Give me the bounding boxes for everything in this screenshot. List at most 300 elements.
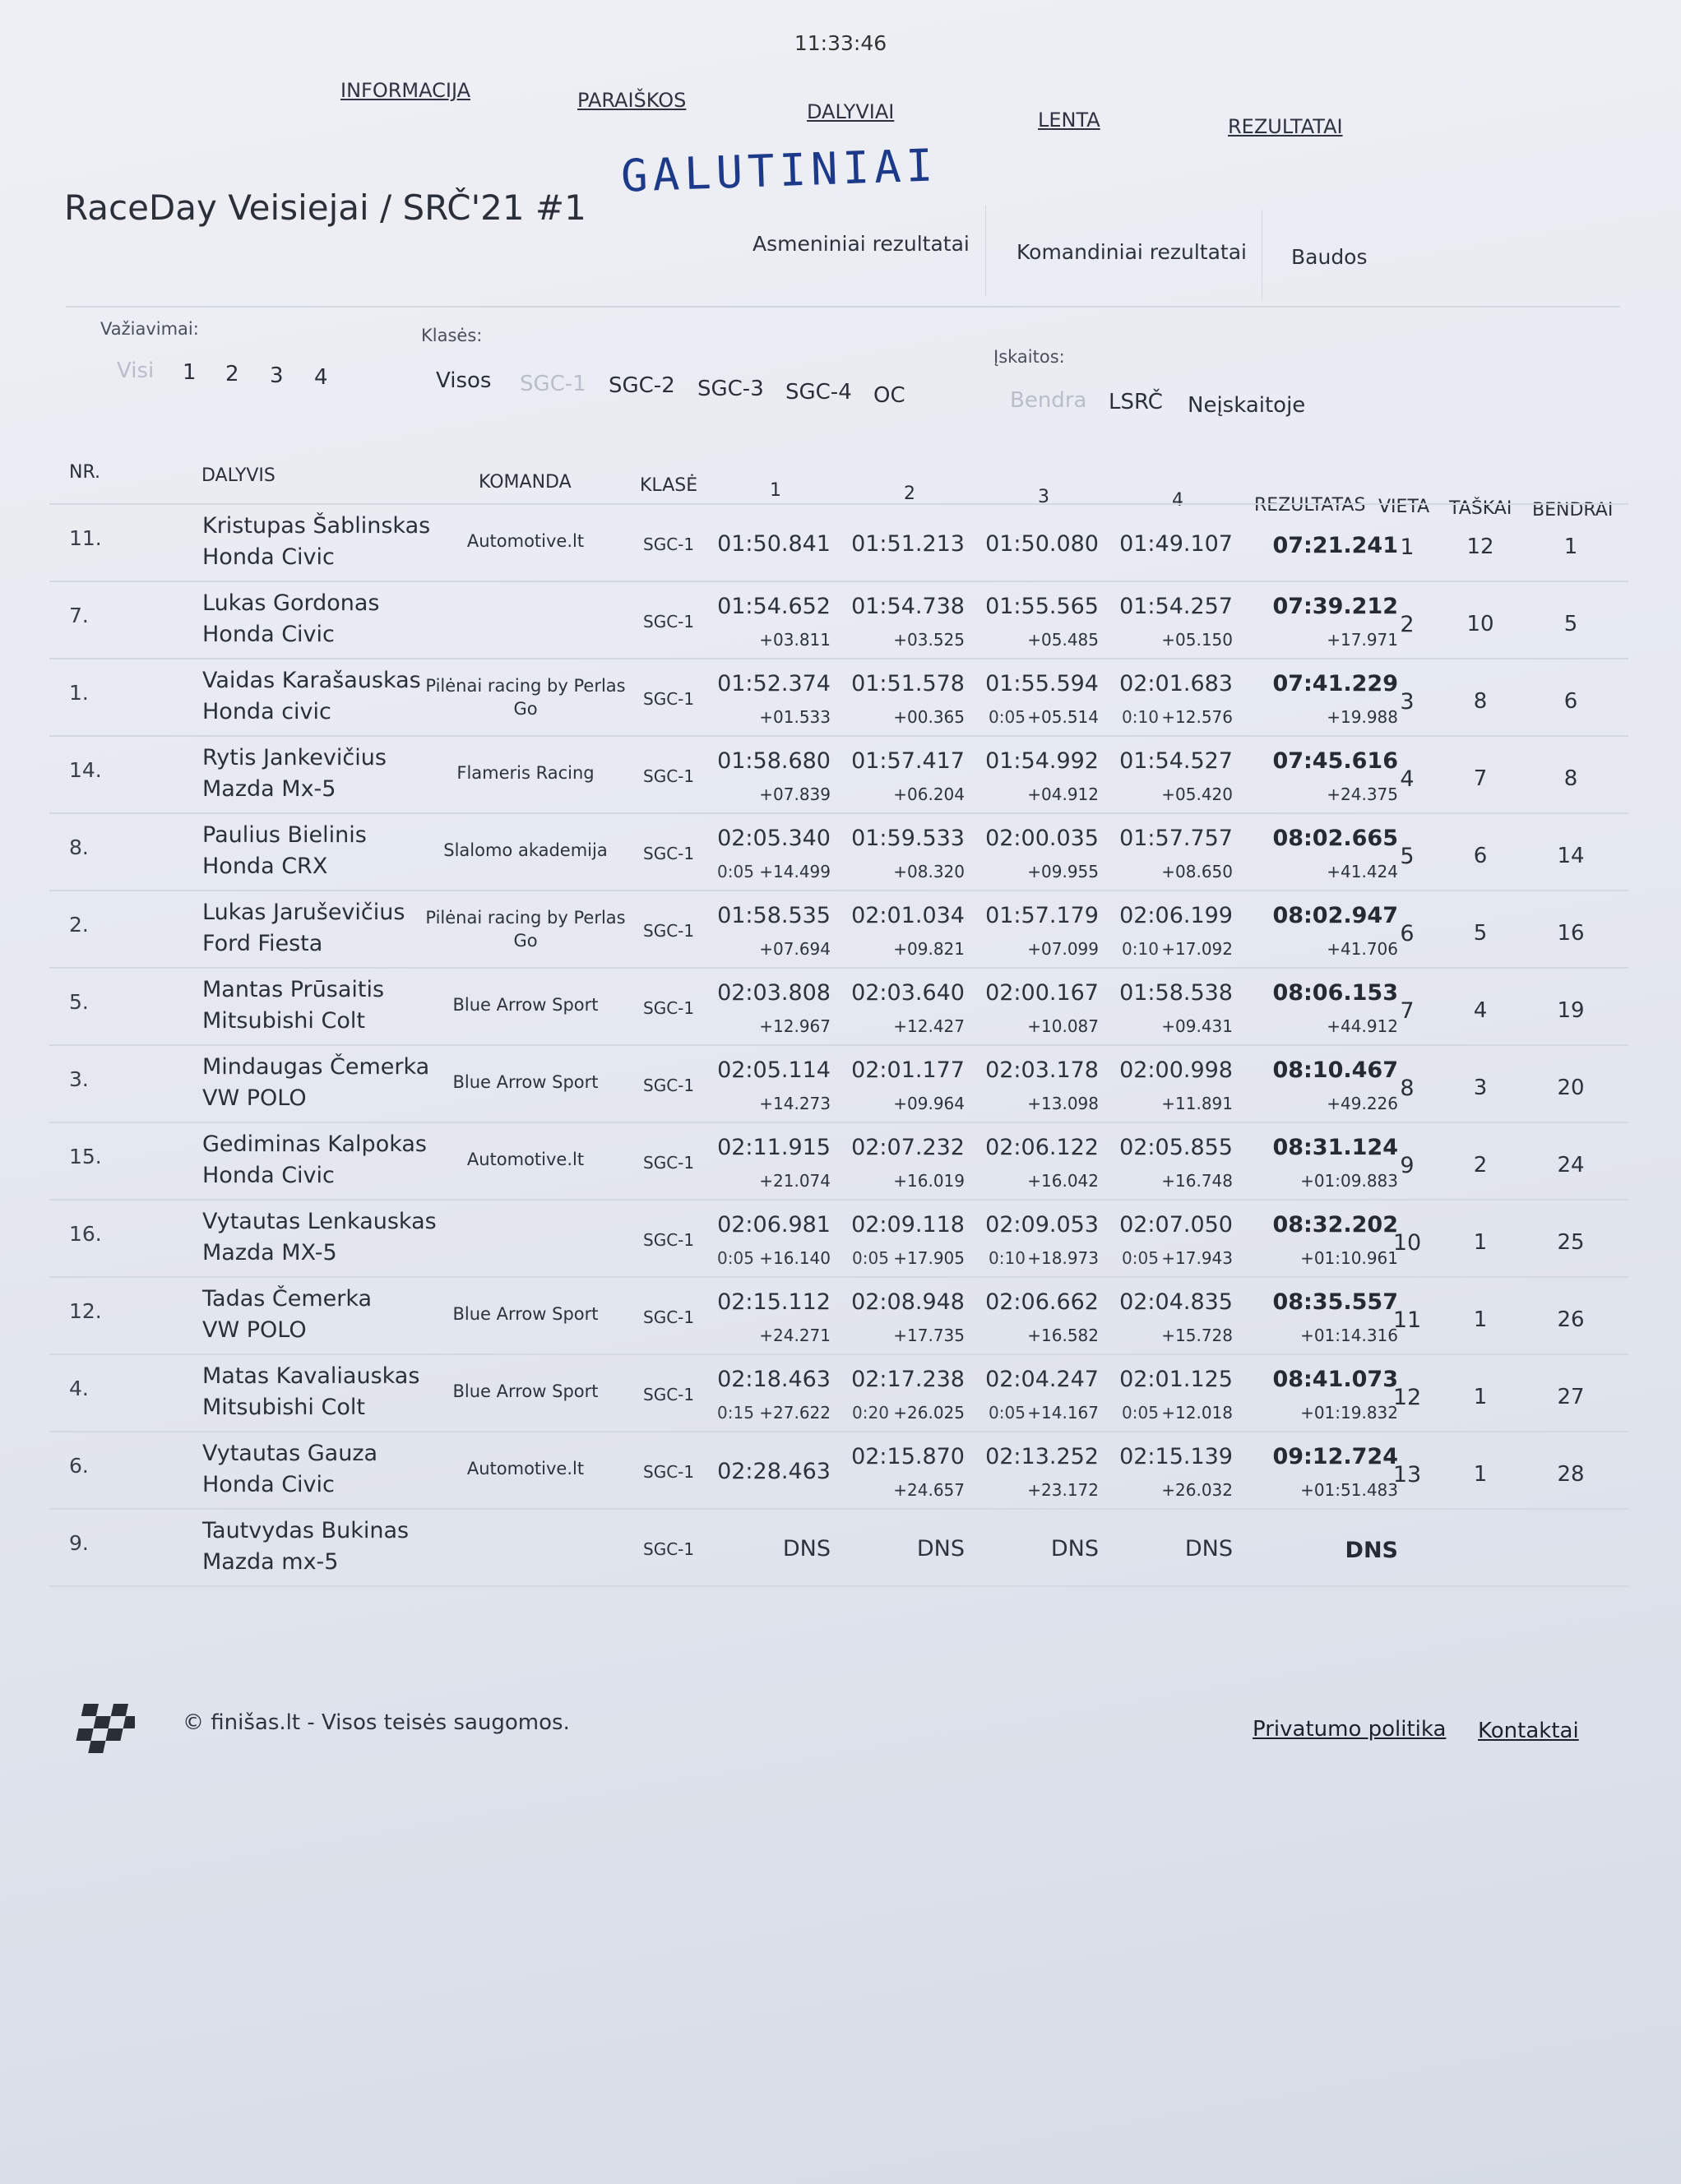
- row-number: 14.: [69, 758, 102, 782]
- run-4-diff: +12.576: [1161, 707, 1233, 727]
- run-filter-2[interactable]: 2: [225, 362, 239, 386]
- run-1-time: 01:52.374: [717, 671, 831, 696]
- total-standing: 24: [1557, 1153, 1585, 1178]
- run-4-time: 01:54.257: [1119, 594, 1233, 619]
- points: 5: [1473, 921, 1488, 946]
- table-row: [49, 1199, 1628, 1278]
- points: 12: [1466, 534, 1494, 559]
- run-3-time: 02:06.662: [985, 1289, 1099, 1315]
- participant-name: Mindaugas Čemerka: [202, 1054, 430, 1080]
- result-time: DNS: [1345, 1538, 1398, 1563]
- row-number: 15.: [69, 1145, 102, 1168]
- col-participant: DALYVIS: [201, 465, 276, 486]
- run-1-time: 02:28.463: [717, 1459, 831, 1484]
- run-2-time: 01:54.738: [851, 594, 965, 619]
- run-4-diff: +26.032: [1161, 1480, 1233, 1500]
- tab-team-results[interactable]: Komandiniai rezultatai: [1016, 240, 1247, 264]
- class-filter-sgc3[interactable]: SGC-3: [697, 377, 764, 401]
- run-1-time: 02:11.915: [717, 1135, 831, 1160]
- result-diff: +01:09.883: [1300, 1171, 1398, 1191]
- team-name: Pilėnai racing by Perlas Go: [425, 908, 626, 951]
- run-1-time: 01:54.652: [717, 594, 831, 619]
- participant-name: Tadas Čemerka: [202, 1286, 373, 1312]
- run-2-diff: +09.964: [893, 1094, 965, 1113]
- run-2-time: 01:59.533: [851, 826, 965, 851]
- table-row: [49, 503, 1628, 582]
- col-run-2: 2: [904, 484, 915, 504]
- points: 1: [1473, 1230, 1488, 1255]
- row-number: 1.: [69, 681, 89, 705]
- class-label: SGC-1: [643, 766, 695, 786]
- run-1-diff: +01.533: [759, 707, 831, 727]
- result-time: 07:41.229: [1272, 671, 1398, 696]
- nav-dalyviai[interactable]: DALYVIAI: [807, 100, 895, 123]
- run-3-time: 01:50.080: [985, 531, 1099, 557]
- run-3-time: 02:09.053: [985, 1212, 1099, 1238]
- run-4-time: 02:05.855: [1119, 1135, 1233, 1160]
- run-4-time: 02:01.125: [1119, 1367, 1233, 1392]
- participant-car: Mazda MX-5: [202, 1240, 337, 1266]
- result-time: 08:41.073: [1272, 1367, 1398, 1392]
- runs-filter-label: Važiavimai:: [100, 319, 199, 339]
- result-diff: +41.424: [1327, 862, 1398, 881]
- participant-name: Tautvydas Bukinas: [202, 1518, 410, 1543]
- table-row: [49, 1353, 1628, 1432]
- run-3-time: 02:03.178: [985, 1057, 1099, 1083]
- run-3-time: DNS: [1050, 1536, 1099, 1562]
- table-row: [49, 1431, 1628, 1510]
- participant-name: Lukas Jaruševičius: [202, 900, 405, 925]
- col-run-4: 4: [1172, 490, 1183, 511]
- run-1-penalty: 0:05: [717, 862, 754, 881]
- run-4-time: 02:00.998: [1119, 1057, 1233, 1083]
- team-name: Automotive.lt: [466, 1459, 585, 1478]
- run-2-time: 01:51.213: [851, 531, 965, 557]
- run-4-time: DNS: [1184, 1536, 1233, 1562]
- event-title: RaceDay Veisiejai / SRČ'21 #1: [64, 187, 586, 228]
- run-2-time: 02:09.118: [851, 1212, 965, 1238]
- class-label: SGC-1: [643, 1230, 695, 1250]
- points: 2: [1473, 1153, 1488, 1178]
- run-1-diff: +27.622: [759, 1403, 831, 1423]
- run-3-diff: +16.042: [1027, 1171, 1099, 1191]
- run-3-time: 02:00.035: [985, 826, 1099, 851]
- participant-car: Honda civic: [202, 699, 331, 724]
- total-standing: 19: [1557, 998, 1585, 1023]
- class-label: SGC-1: [643, 1307, 695, 1327]
- run-4-diff: +15.728: [1161, 1326, 1233, 1345]
- run-3-diff: +09.955: [1027, 862, 1099, 881]
- class-filter-sgc4[interactable]: SGC-4: [785, 380, 852, 405]
- points: 1: [1473, 1307, 1488, 1332]
- run-2-time: 01:57.417: [851, 748, 965, 774]
- col-team: KOMANDA: [479, 472, 572, 493]
- team-name: Automotive.lt: [466, 531, 585, 551]
- place: 1: [1400, 534, 1415, 560]
- result-diff: +49.226: [1327, 1094, 1398, 1113]
- run-1-diff: +07.839: [759, 784, 831, 804]
- run-1-time: 01:50.841: [717, 531, 831, 557]
- class-filter-oc[interactable]: OC: [873, 383, 905, 408]
- participant-name: Vytautas Lenkauskas: [202, 1209, 437, 1234]
- class-filter-sgc2[interactable]: SGC-2: [609, 373, 675, 398]
- row-number: 9.: [69, 1531, 89, 1555]
- table-row: [49, 1276, 1628, 1355]
- points: 1: [1473, 1385, 1488, 1409]
- copyright-text: © finišas.lt - Visos teisės saugomos.: [183, 1710, 570, 1735]
- run-3-time: 02:13.252: [985, 1444, 1099, 1469]
- run-4-time: 02:15.139: [1119, 1444, 1233, 1469]
- result-time: 07:39.212: [1272, 594, 1398, 619]
- total-standing: 1: [1563, 534, 1578, 559]
- place: 6: [1400, 921, 1415, 946]
- participant-name: Kristupas Šablinskas: [202, 513, 431, 539]
- table-row: [49, 1122, 1628, 1201]
- run-4-time: 02:01.683: [1119, 671, 1233, 696]
- participant-car: Honda Civic: [202, 544, 335, 570]
- class-label: SGC-1: [643, 1076, 695, 1095]
- class-filter-all[interactable]: Visos: [436, 368, 492, 393]
- team-name: Pilėnai racing by Perlas Go: [425, 676, 626, 719]
- place: 3: [1400, 689, 1415, 715]
- place: 13: [1392, 1462, 1422, 1488]
- participant-name: Mantas Prūsaitis: [202, 977, 385, 1002]
- participant-car: Mitsubishi Colt: [202, 1008, 365, 1034]
- run-2-time: 02:08.948: [851, 1289, 965, 1315]
- run-3-time: 01:55.594: [985, 671, 1099, 696]
- run-4-penalty: 0:05: [1122, 1248, 1159, 1268]
- class-label: SGC-1: [643, 612, 695, 632]
- run-2-diff: +00.365: [893, 707, 965, 727]
- run-1-diff: +21.074: [759, 1171, 831, 1191]
- count-filter-general[interactable]: Bendra: [1010, 388, 1087, 413]
- place: 12: [1392, 1385, 1422, 1410]
- counts-filter-label: Įskaitos:: [993, 347, 1065, 367]
- result-time: 08:35.557: [1272, 1289, 1398, 1315]
- run-4-penalty: 0:10: [1122, 707, 1159, 727]
- participant-car: Honda Civic: [202, 1163, 335, 1188]
- run-4-time: 01:57.757: [1119, 826, 1233, 851]
- run-3-diff: +14.167: [1027, 1403, 1099, 1423]
- points: 10: [1466, 612, 1494, 636]
- run-2-diff: +16.019: [893, 1171, 965, 1191]
- result-time: 07:45.616: [1272, 748, 1398, 774]
- nav-rezultatai[interactable]: REZULTATAI: [1228, 115, 1343, 138]
- run-1-diff: +07.694: [759, 939, 831, 959]
- run-4-time: 01:54.527: [1119, 748, 1233, 774]
- run-2-diff: +24.657: [893, 1480, 965, 1500]
- run-2-time: 02:01.034: [851, 903, 965, 928]
- participant-car: VW POLO: [202, 1085, 307, 1111]
- run-4-diff: +05.420: [1161, 784, 1233, 804]
- place: 7: [1400, 998, 1415, 1024]
- run-1-diff: +12.967: [759, 1016, 831, 1036]
- run-3-diff: +05.514: [1027, 707, 1099, 727]
- class-label: SGC-1: [643, 1462, 695, 1482]
- class-label: SGC-1: [643, 1539, 695, 1559]
- team-name: Blue Arrow Sport: [452, 1381, 599, 1401]
- place: 9: [1400, 1153, 1415, 1178]
- participant-car: Mazda Mx-5: [202, 776, 336, 802]
- table-row: [49, 658, 1628, 737]
- place: 2: [1400, 612, 1415, 637]
- contacts-link[interactable]: Kontaktai: [1478, 1719, 1579, 1743]
- participant-car: Honda CRX: [202, 854, 328, 879]
- tab-divider: [985, 206, 986, 296]
- participant-car: Mazda mx-5: [202, 1549, 339, 1575]
- run-4-time: 02:04.835: [1119, 1289, 1233, 1315]
- run-1-diff: +14.273: [759, 1094, 831, 1113]
- col-run-3: 3: [1038, 487, 1049, 507]
- row-number: 7.: [69, 604, 89, 627]
- team-name: Flameris Racing: [456, 763, 595, 783]
- run-4-diff: +05.150: [1161, 630, 1233, 650]
- nav-informacija[interactable]: INFORMACIJA: [340, 79, 471, 102]
- run-3-diff: +23.172: [1027, 1480, 1099, 1500]
- run-2-diff: +08.320: [893, 862, 965, 881]
- run-2-time: 02:15.870: [851, 1444, 965, 1469]
- team-name: Blue Arrow Sport: [452, 1304, 599, 1324]
- result-diff: +24.375: [1327, 784, 1398, 804]
- run-3-diff: +18.973: [1027, 1248, 1099, 1268]
- participant-name: Paulius Bielinis: [202, 822, 367, 848]
- run-4-time: 01:58.538: [1119, 980, 1233, 1006]
- run-4-diff: +12.018: [1161, 1403, 1233, 1423]
- class-label: SGC-1: [643, 998, 695, 1018]
- participant-name: Gediminas Kalpokas: [202, 1131, 427, 1157]
- total-standing: 5: [1563, 612, 1578, 636]
- table-row: [49, 735, 1628, 814]
- run-4-time: 02:06.199: [1119, 903, 1233, 928]
- run-3-diff: +13.098: [1027, 1094, 1099, 1113]
- nav-paraiskos[interactable]: PARAIŠKOS: [577, 89, 687, 112]
- team-name: Blue Arrow Sport: [452, 1072, 599, 1092]
- class-label: SGC-1: [643, 1153, 695, 1173]
- run-4-diff: +16.748: [1161, 1171, 1233, 1191]
- run-3-penalty: 0:05: [989, 707, 1026, 727]
- row-number: 5.: [69, 990, 89, 1014]
- run-2-diff: +12.427: [893, 1016, 965, 1036]
- run-filter-3[interactable]: 3: [270, 363, 284, 388]
- run-2-time: 02:03.640: [851, 980, 965, 1006]
- run-3-time: 01:54.992: [985, 748, 1099, 774]
- result-diff: +01:10.961: [1300, 1248, 1398, 1268]
- result-time: 08:06.153: [1272, 980, 1398, 1006]
- classes-filter-label: Klasės:: [421, 326, 483, 345]
- run-2-time: 02:17.238: [851, 1367, 965, 1392]
- run-3-diff: +10.087: [1027, 1016, 1099, 1036]
- run-2-diff: +03.525: [893, 630, 965, 650]
- table-row: [49, 967, 1628, 1046]
- class-label: SGC-1: [643, 844, 695, 863]
- run-1-time: DNS: [782, 1536, 831, 1562]
- run-2-diff: +17.735: [893, 1326, 965, 1345]
- run-3-diff: +05.485: [1027, 630, 1099, 650]
- handwritten-note: GALUTINIAI: [620, 139, 939, 202]
- col-class: KLASĖ: [640, 475, 698, 496]
- result-time: 08:10.467: [1272, 1057, 1398, 1083]
- row-number: 3.: [69, 1067, 89, 1091]
- points: 6: [1473, 844, 1488, 868]
- run-1-time: 02:15.112: [717, 1289, 831, 1315]
- run-1-time: 02:05.114: [717, 1057, 831, 1083]
- run-3-time: 02:04.247: [985, 1367, 1099, 1392]
- run-2-time: 02:01.177: [851, 1057, 965, 1083]
- participant-car: VW POLO: [202, 1317, 307, 1343]
- run-3-time: 02:06.122: [985, 1135, 1099, 1160]
- total-standing: 25: [1557, 1230, 1585, 1255]
- run-1-time: 02:05.340: [717, 826, 831, 851]
- run-3-diff: +04.912: [1027, 784, 1099, 804]
- result-diff: +01:51.483: [1300, 1480, 1398, 1500]
- run-3-time: 01:57.179: [985, 903, 1099, 928]
- run-1-penalty: 0:05: [717, 1248, 754, 1268]
- run-2-penalty: 0:05: [852, 1248, 889, 1268]
- col-result: REZULTATAS: [1254, 495, 1366, 516]
- total-standing: 27: [1557, 1385, 1585, 1409]
- privacy-policy-link[interactable]: Privatumo politika: [1253, 1717, 1447, 1742]
- result-diff: +01:19.832: [1300, 1403, 1398, 1423]
- points: 7: [1473, 766, 1488, 791]
- run-1-time: 02:06.981: [717, 1212, 831, 1238]
- run-4-penalty: 0:10: [1122, 939, 1159, 959]
- row-number: 16.: [69, 1222, 102, 1246]
- run-1-diff: +14.499: [759, 862, 831, 881]
- class-label: SGC-1: [643, 689, 695, 709]
- run-4-diff: +11.891: [1161, 1094, 1233, 1113]
- run-filter-1[interactable]: 1: [183, 360, 197, 385]
- run-3-time: 02:00.167: [985, 980, 1099, 1006]
- row-number: 6.: [69, 1454, 89, 1478]
- run-2-time: DNS: [916, 1536, 965, 1562]
- participant-name: Vytautas Gauza: [202, 1441, 378, 1466]
- run-2-penalty: 0:20: [852, 1403, 889, 1423]
- run-filter-4[interactable]: 4: [314, 365, 328, 390]
- participant-name: Matas Kavaliauskas: [202, 1363, 420, 1389]
- checkered-flag-icon: [76, 1704, 135, 1755]
- run-4-penalty: 0:05: [1122, 1403, 1159, 1423]
- run-4-diff: +17.092: [1161, 939, 1233, 959]
- place: 10: [1392, 1230, 1422, 1256]
- total-standing: 26: [1557, 1307, 1585, 1332]
- run-filter-all[interactable]: Visi: [117, 359, 155, 383]
- count-filter-unofficial[interactable]: Neįskaitoje: [1188, 393, 1306, 418]
- run-3-penalty: 0:10: [989, 1248, 1026, 1268]
- run-2-diff: +17.905: [893, 1248, 965, 1268]
- result-time: 07:21.241: [1272, 533, 1398, 558]
- team-name: Blue Arrow Sport: [452, 995, 599, 1015]
- run-1-time: 01:58.535: [717, 903, 831, 928]
- participant-car: Mitsubishi Colt: [202, 1395, 365, 1420]
- participant-car: Honda Civic: [202, 622, 335, 647]
- result-diff: +44.912: [1327, 1016, 1398, 1036]
- run-2-diff: +26.025: [893, 1403, 965, 1423]
- tab-penalties[interactable]: Baudos: [1291, 245, 1368, 269]
- tab-personal-results[interactable]: Asmeniniai rezultatai: [753, 232, 970, 256]
- total-standing: 8: [1563, 766, 1578, 791]
- tabs-underline: [66, 306, 1620, 308]
- row-number: 11.: [69, 526, 102, 550]
- row-number: 4.: [69, 1377, 89, 1400]
- run-4-time: 02:07.050: [1119, 1212, 1233, 1238]
- result-time: 08:32.202: [1272, 1212, 1398, 1238]
- table-row: [49, 1044, 1628, 1123]
- result-diff: +41.706: [1327, 939, 1398, 959]
- place: 11: [1392, 1307, 1422, 1333]
- run-4-diff: +17.943: [1161, 1248, 1233, 1268]
- points: 1: [1473, 1462, 1488, 1487]
- participant-name: Lukas Gordonas: [202, 590, 380, 616]
- col-points: TAŠKAI: [1449, 498, 1512, 519]
- result-diff: +17.971: [1327, 630, 1398, 650]
- run-1-diff: +16.140: [759, 1248, 831, 1268]
- run-3-diff: +07.099: [1027, 939, 1099, 959]
- result-time: 09:12.724: [1272, 1444, 1398, 1469]
- run-3-penalty: 0:05: [989, 1403, 1026, 1423]
- run-4-time: 01:49.107: [1119, 531, 1233, 557]
- clock: 11:33:46: [794, 31, 887, 55]
- table-row: [49, 890, 1628, 969]
- result-time: 08:31.124: [1272, 1135, 1398, 1160]
- class-label: SGC-1: [643, 921, 695, 941]
- points: 4: [1473, 998, 1488, 1023]
- class-label: SGC-1: [643, 534, 695, 554]
- run-4-diff: +08.650: [1161, 862, 1233, 881]
- run-2-diff: +06.204: [893, 784, 965, 804]
- count-filter-lsrc[interactable]: LSRČ: [1109, 390, 1163, 414]
- participant-name: Rytis Jankevičius: [202, 745, 387, 770]
- total-standing: 6: [1563, 689, 1578, 714]
- class-filter-sgc1[interactable]: SGC-1: [520, 372, 586, 396]
- table-row: [49, 812, 1628, 891]
- row-number: 12.: [69, 1299, 102, 1323]
- participant-car: Ford Fiesta: [202, 931, 323, 956]
- run-1-diff: +03.811: [759, 630, 831, 650]
- result-diff: +01:14.316: [1300, 1326, 1398, 1345]
- table-row: [49, 1508, 1628, 1587]
- total-standing: 28: [1557, 1462, 1585, 1487]
- col-place: VIETA: [1378, 497, 1430, 517]
- points: 8: [1473, 689, 1488, 714]
- run-1-time: 02:18.463: [717, 1367, 831, 1392]
- total-standing: 20: [1557, 1076, 1585, 1100]
- result-diff: +19.988: [1327, 707, 1398, 727]
- run-3-diff: +16.582: [1027, 1326, 1099, 1345]
- run-1-time: 02:03.808: [717, 980, 831, 1006]
- total-standing: 14: [1557, 844, 1585, 868]
- class-label: SGC-1: [643, 1385, 695, 1404]
- team-name: Automotive.lt: [466, 1150, 585, 1169]
- run-1-time: 01:58.680: [717, 748, 831, 774]
- row-number: 2.: [69, 913, 89, 937]
- result-time: 08:02.947: [1272, 903, 1398, 928]
- run-2-time: 02:07.232: [851, 1135, 965, 1160]
- col-total: BENDRAI: [1532, 500, 1614, 521]
- col-nr: NR.: [69, 462, 100, 483]
- team-name: Slalomo akademija: [443, 840, 608, 860]
- total-standing: 16: [1557, 921, 1585, 946]
- run-2-diff: +09.821: [893, 939, 965, 959]
- table-bottom-line: [49, 1585, 1628, 1587]
- points: 3: [1473, 1076, 1488, 1100]
- nav-lenta[interactable]: LENTA: [1038, 109, 1100, 132]
- run-3-time: 01:55.565: [985, 594, 1099, 619]
- result-time: 08:02.665: [1272, 826, 1398, 851]
- row-number: 8.: [69, 835, 89, 859]
- place: 4: [1400, 766, 1415, 792]
- place: 5: [1400, 844, 1415, 869]
- table-row: [49, 581, 1628, 659]
